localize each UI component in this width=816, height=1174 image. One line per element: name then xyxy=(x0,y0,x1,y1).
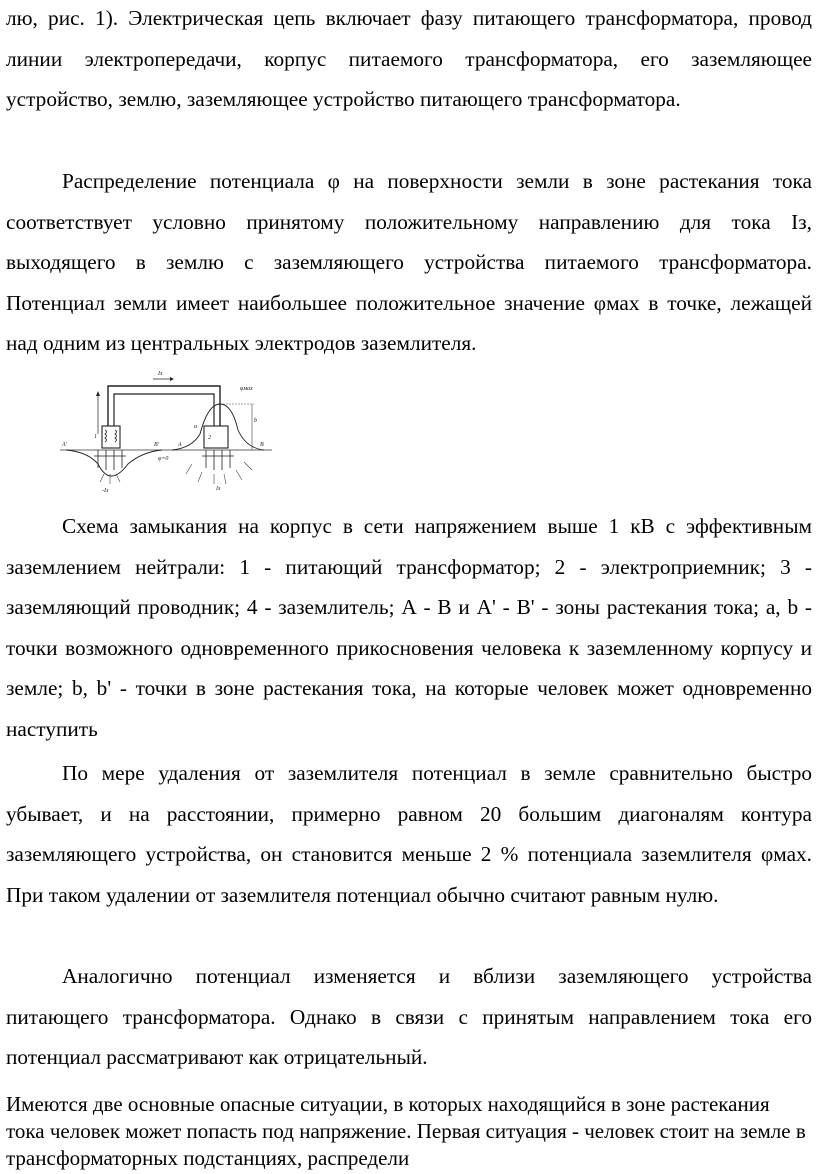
label-a-small: a xyxy=(194,424,197,430)
right-potential-curve xyxy=(172,404,264,450)
transformer-1-coil xyxy=(105,430,107,442)
label-i-right: Iз xyxy=(216,486,221,492)
right-electrodes xyxy=(202,450,234,470)
right-current-arrows xyxy=(186,462,252,484)
paragraph-1: лю, рис. 1). Электрическая цепь включает фазу питающего трансформатора, провод линии электропередачи, корпус питаемого трансформатора, его заземляющее устройство, землю, заземляющее устройство питающего трансформатора. xyxy=(6,6,812,112)
label-phi-zero: φ=0 xyxy=(158,456,169,462)
left-current-arrows xyxy=(100,474,120,484)
figure-caption: Схема замыкания на корпус в сети напряжением выше 1 кВ с эффективным заземлением нейтрали: 1 - питающий трансформатор; 2 - электроприемник; 3 - заземляющий проводник; 4 - заземлитель; А - В и А' - В' - зоны растекания тока; a, b - точки возможного одновременного прикосновения человека к заземленному корпусу и земле; b, b' - точки в зоне растекания тока, на которые человек может одновременно наступить xyxy=(6,514,812,741)
label-one: 1 xyxy=(94,434,97,440)
paragraph-2: Распределение потенциала φ на поверхности земли в зоне растекания тока соответствует условно принятому положительному направлению для тока Iз, выходящего в землю с заземляющего устройства питаемого трансформатора. Потенциал земли имеет наибольшее положительное значение φмах в точке, лежащей над одним из центральных электродов заземлителя. xyxy=(6,169,812,356)
label-phi-max: φмах xyxy=(240,386,253,392)
label-b-right: B xyxy=(260,442,264,448)
paragraph-3: По мере удаления от заземлителя потенциал в земле сравнительно быстро убывает, и на расстоянии, примерно равном 20 большим диагоналям контура заземляющего устройства, он становится меньше 2 % потенциала заземлителя φмах. При таком удалении от заземлителя потенциал обычно считают равным нулю. xyxy=(6,761,812,907)
current-arrow-head xyxy=(170,377,174,381)
label-b-prime: B' xyxy=(154,442,159,448)
left-electrodes xyxy=(94,450,126,470)
transformer-1-body xyxy=(102,426,120,448)
power-line-inner xyxy=(114,394,214,426)
label-two: 2 xyxy=(208,435,211,441)
grounding-fault-diagram xyxy=(58,364,274,494)
power-line-outer xyxy=(108,386,220,426)
paragraph-4: Аналогично потенциал изменяется и вблизи заземляющего устройства питающего трансформатора. Однако в связи с принятым направлением тока его потенциал рассматривают как отрицательный. xyxy=(6,964,812,1070)
current-label-top: Iз xyxy=(158,371,163,377)
label-b-small: b xyxy=(254,418,257,424)
label-a-right: A xyxy=(178,442,182,448)
transformer-1-coil-2 xyxy=(115,430,117,442)
paragraph-5: Имеются две основные опасные ситуации, в которых находящийся в зоне растекания тока человек может попасть под напряжение. Первая ситуация - человек стоит на земле в трансформаторных подстанциях, распредели xyxy=(6,1092,806,1170)
left-arrow-head xyxy=(96,391,100,396)
label-a-prime: A' xyxy=(62,442,67,448)
diagram-svg xyxy=(58,364,274,494)
label-i-left: -Iз xyxy=(102,488,109,494)
